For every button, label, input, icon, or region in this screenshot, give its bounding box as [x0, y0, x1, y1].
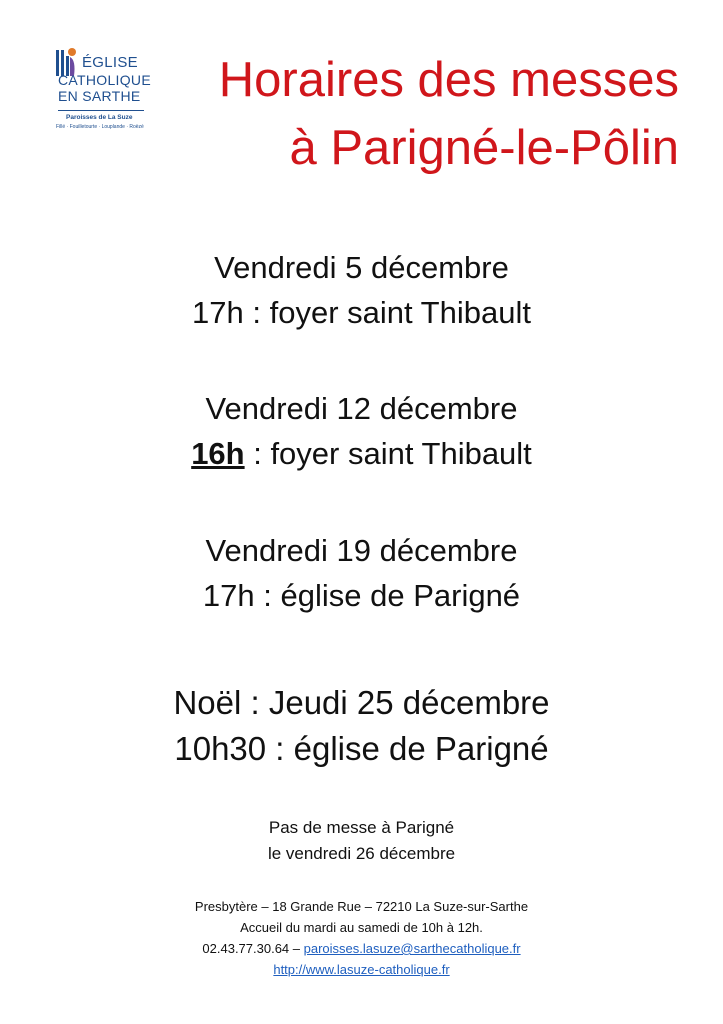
footer-website-line [0, 959, 723, 980]
logo-text-eglise: ÉGLISE [82, 54, 138, 71]
mass-date: Vendredi 19 décembre [205, 533, 518, 568]
mass-date: Vendredi 5 décembre [214, 250, 509, 285]
logo-divider [58, 110, 144, 111]
email-link[interactable]: paroisses.lasuze@sarthecatholique.fr [303, 941, 521, 956]
mass-entry [0, 245, 723, 335]
footer-address: Presbytère – 18 Grande Rue – 72210 La Suze-sur-Sarthe [194, 899, 529, 914]
mass-time-place [0, 573, 723, 618]
mass-time-place [0, 290, 723, 335]
mass-time-place [0, 431, 723, 476]
mass-entry [0, 528, 723, 618]
logo-text-en-sarthe: EN SARTHE [58, 88, 141, 104]
mass-place: : foyer saint Thibault [244, 436, 532, 471]
mass-entry [0, 386, 723, 476]
logo-text-catholique: CATHOLIQUE [58, 72, 151, 88]
no-mass-note [0, 815, 723, 867]
parish-logo [52, 44, 152, 140]
mass-time: 17h [192, 295, 244, 330]
footer-hours: Accueil du mardi au samedi de 10h à 12h. [240, 920, 483, 935]
footer-contact-line [0, 938, 723, 959]
logo-parish-name: Paroisses de La Suze [66, 114, 133, 121]
mass-place: : foyer saint Thibault [243, 295, 531, 330]
mass-time-highlighted: 16h [191, 436, 245, 471]
mass-date: Noël : Jeudi 25 décembre [173, 684, 550, 721]
mass-entry-christmas [0, 680, 723, 772]
logo-parish-villages: Fillé · Fouilletourte · Louplande · Roëzé [56, 124, 144, 130]
page-title [219, 46, 679, 182]
title-line-2: à Parigné-le-Pôlin [289, 121, 679, 175]
mass-place: : église de Parigné [254, 578, 521, 613]
mass-time-place [0, 726, 723, 772]
mass-time: 17h [202, 578, 255, 613]
mass-date: Vendredi 12 décembre [205, 391, 518, 426]
contact-footer [0, 896, 723, 980]
title-line-1: Horaires des messes [218, 53, 679, 107]
note-line-1: Pas de messe à Parigné [268, 818, 455, 837]
mass-time: 10h30 [174, 730, 267, 767]
note-line-2: le vendredi 26 décembre [267, 844, 456, 863]
mass-place: : église de Parigné [266, 730, 549, 767]
footer-phone: 02.43.77.30.64 – [202, 941, 304, 956]
website-link[interactable]: http://www.lasuze-catholique.fr [273, 962, 450, 977]
